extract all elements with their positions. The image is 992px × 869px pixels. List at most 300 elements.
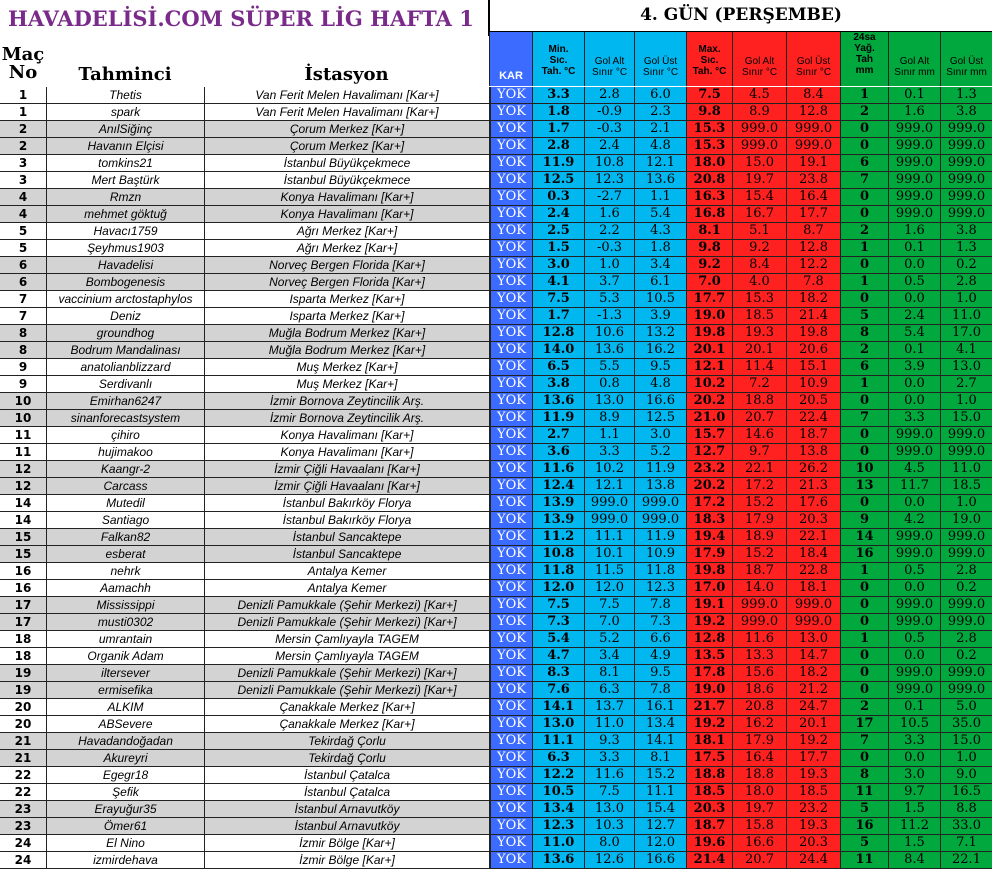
cell-max-gol-alt: 18.9 xyxy=(732,529,786,545)
cell-predictor: Havadandoğadan xyxy=(46,733,204,749)
cell-rain-gol-alt: 0.0 xyxy=(888,393,940,409)
cell-max-gol-ust: 23.2 xyxy=(786,801,840,817)
cell-min-gol-ust: 11.1 xyxy=(634,784,686,800)
cell-rain-gol-alt: 4.5 xyxy=(888,461,940,477)
cell-max-gol-alt: 999.0 xyxy=(732,614,786,630)
cell-station: İstanbul Sancaktepe xyxy=(204,546,490,562)
cell-station: Çorum Merkez [Kar+] xyxy=(204,121,490,137)
cell-match-no: 6 xyxy=(0,274,46,290)
cell-max-temp: 19.1 xyxy=(686,597,732,613)
cell-max-gol-alt: 4.0 xyxy=(732,274,786,290)
cell-min-temp: 7.6 xyxy=(532,682,584,698)
cell-rain-gol-ust: 15.0 xyxy=(940,733,992,749)
cell-predictor: anatolianblizzard xyxy=(46,359,204,375)
cell-snow: YOK xyxy=(490,104,532,120)
table-row xyxy=(0,342,992,359)
cell-max-temp: 19.0 xyxy=(686,308,732,324)
cell-snow: YOK xyxy=(490,801,532,817)
cell-max-temp: 12.1 xyxy=(686,359,732,375)
cell-match-no: 6 xyxy=(0,257,46,273)
cell-predictor: Falkan82 xyxy=(46,529,204,545)
table-row xyxy=(0,410,992,427)
cell-station: Denizli Pamukkale (Şehir Merkezi) [Kar+] xyxy=(204,665,490,681)
table-row xyxy=(0,750,992,767)
cell-predictor: Aamachh xyxy=(46,580,204,596)
cell-min-temp: 12.3 xyxy=(532,818,584,834)
cell-predictor: Havadelisi xyxy=(46,257,204,273)
cell-snow: YOK xyxy=(490,240,532,256)
col-min-gol-ust-label: Gol Üst xyxy=(643,56,678,67)
cell-max-gol-ust: 26.2 xyxy=(786,461,840,477)
cell-min-gol-ust: 16.6 xyxy=(634,852,686,868)
cell-rain-gol-ust: 22.1 xyxy=(940,852,992,868)
cell-rain-gol-ust: 8.8 xyxy=(940,801,992,817)
cell-match-no: 4 xyxy=(0,206,46,222)
cell-station: Muş Merkez [Kar+] xyxy=(204,359,490,375)
cell-min-gol-ust: 7.8 xyxy=(634,597,686,613)
cell-rain: 1 xyxy=(840,563,888,579)
cell-min-gol-alt: 8.9 xyxy=(584,410,634,426)
cell-rain-gol-alt: 0.0 xyxy=(888,291,940,307)
cell-snow: YOK xyxy=(490,376,532,392)
cell-rain: 1 xyxy=(840,631,888,647)
cell-max-temp: 7.0 xyxy=(686,274,732,290)
cell-min-temp: 2.5 xyxy=(532,223,584,239)
cell-max-gol-alt: 20.7 xyxy=(732,410,786,426)
cell-min-gol-alt: 10.8 xyxy=(584,155,634,171)
cell-max-gol-alt: 15.4 xyxy=(732,189,786,205)
cell-max-gol-ust: 19.8 xyxy=(786,325,840,341)
cell-min-gol-alt: 3.7 xyxy=(584,274,634,290)
cell-min-temp: 3.0 xyxy=(532,257,584,273)
cell-rain-gol-ust: 2.8 xyxy=(940,563,992,579)
cell-station: İzmir Bornova Zeytincilik Arş. xyxy=(204,393,490,409)
cell-max-gol-ust: 7.8 xyxy=(786,274,840,290)
cell-min-gol-alt: 10.2 xyxy=(584,461,634,477)
cell-predictor: Bombogenesis xyxy=(46,274,204,290)
cell-min-gol-alt: 11.6 xyxy=(584,767,634,783)
cell-max-temp: 19.4 xyxy=(686,529,732,545)
col-max-gol-alt xyxy=(732,32,786,86)
cell-rain-gol-alt: 2.4 xyxy=(888,308,940,324)
col-rain-gol-alt-unit: Sınır mm xyxy=(894,67,935,78)
cell-max-temp: 21.7 xyxy=(686,699,732,715)
cell-rain-gol-ust: 3.8 xyxy=(940,223,992,239)
cell-max-gol-alt: 8.9 xyxy=(732,104,786,120)
table-row xyxy=(0,835,992,852)
cell-station: Çanakkale Merkez [Kar+] xyxy=(204,699,490,715)
cell-min-gol-alt: 7.5 xyxy=(584,597,634,613)
cell-match-no: 18 xyxy=(14,649,32,663)
cell-min-temp: 4.7 xyxy=(532,648,584,664)
cell-min-temp: 13.9 xyxy=(532,512,584,528)
cell-rain: 0 xyxy=(840,291,888,307)
table-row xyxy=(0,648,992,665)
cell-station: Antalya Kemer xyxy=(204,563,490,579)
cell-min-gol-alt: 8.0 xyxy=(584,835,634,851)
cell-max-gol-ust: 18.7 xyxy=(786,427,840,443)
cell-rain: 0 xyxy=(840,444,888,460)
cell-rain-gol-ust: 15.0 xyxy=(940,410,992,426)
cell-predictor: ermisefika xyxy=(46,682,204,698)
cell-rain-gol-ust: 999.0 xyxy=(940,614,992,630)
cell-max-gol-alt: 18.8 xyxy=(732,767,786,783)
cell-snow: YOK xyxy=(490,478,532,494)
cell-snow: YOK xyxy=(490,835,532,851)
cell-min-gol-ust: 6.6 xyxy=(634,631,686,647)
cell-min-gol-ust: 4.8 xyxy=(634,376,686,392)
cell-max-temp: 17.7 xyxy=(686,291,732,307)
cell-min-gol-alt: 2.2 xyxy=(584,223,634,239)
cell-snow: YOK xyxy=(490,631,532,647)
cell-max-temp: 18.5 xyxy=(686,784,732,800)
cell-min-gol-alt: 10.6 xyxy=(584,325,634,341)
cell-min-temp: 3.6 xyxy=(532,444,584,460)
cell-rain-gol-ust: 9.0 xyxy=(940,767,992,783)
cell-max-gol-alt: 22.1 xyxy=(732,461,786,477)
cell-rain-gol-alt: 999.0 xyxy=(888,597,940,613)
cell-min-gol-ust: 4.3 xyxy=(634,223,686,239)
cell-predictor: iltersever xyxy=(46,665,204,681)
cell-station: İstanbul Arnavutköy xyxy=(204,801,490,817)
cell-max-gol-alt: 18.8 xyxy=(732,393,786,409)
cell-snow: YOK xyxy=(490,172,532,188)
cell-rain: 2 xyxy=(840,699,888,715)
cell-max-gol-ust: 20.6 xyxy=(786,342,840,358)
cell-min-temp: 1.8 xyxy=(532,104,584,120)
table-row xyxy=(0,121,992,138)
cell-snow: YOK xyxy=(490,325,532,341)
cell-max-temp: 17.9 xyxy=(686,546,732,562)
col-rain-gol-alt xyxy=(888,32,940,86)
cell-snow: YOK xyxy=(490,223,532,239)
col-min-gol-ust-unit: Sınır °C xyxy=(642,67,679,78)
cell-station: İstanbul Büyükçekmece xyxy=(204,155,490,171)
cell-min-gol-alt: 10.3 xyxy=(584,818,634,834)
cell-max-gol-ust: 20.3 xyxy=(786,835,840,851)
cell-max-gol-alt: 20.7 xyxy=(732,852,786,868)
cell-match-no: 17 xyxy=(0,597,46,613)
cell-rain-gol-alt: 10.5 xyxy=(888,716,940,732)
cell-rain-gol-ust: 35.0 xyxy=(940,716,992,732)
col-rain-2: Yağ. xyxy=(854,43,875,54)
cell-max-temp: 21.4 xyxy=(686,852,732,868)
cell-snow: YOK xyxy=(490,580,532,596)
cell-min-gol-alt: 2.8 xyxy=(584,87,634,103)
cell-min-gol-ust: 999.0 xyxy=(634,495,686,511)
cell-min-gol-ust: 12.3 xyxy=(634,580,686,596)
table-row xyxy=(0,852,992,869)
cell-max-gol-ust: 18.2 xyxy=(786,665,840,681)
table-row xyxy=(0,359,992,376)
cell-station: İzmir Bölge [Kar+] xyxy=(204,852,490,868)
cell-max-gol-ust: 17.7 xyxy=(786,750,840,766)
cell-snow: YOK xyxy=(490,716,532,732)
cell-rain-gol-alt: 0.0 xyxy=(888,648,940,664)
cell-min-temp: 13.6 xyxy=(532,393,584,409)
cell-max-temp: 9.2 xyxy=(686,257,732,273)
cell-rain-gol-ust: 1.3 xyxy=(940,240,992,256)
cell-station: Norveç Bergen Florida [Kar+] xyxy=(204,257,490,273)
cell-max-gol-ust: 21.4 xyxy=(786,308,840,324)
cell-rain-gol-ust: 11.0 xyxy=(940,308,992,324)
cell-rain: 2 xyxy=(840,223,888,239)
cell-max-temp: 15.3 xyxy=(686,121,732,137)
cell-min-gol-ust: 11.9 xyxy=(634,529,686,545)
cell-max-gol-ust: 21.3 xyxy=(786,478,840,494)
cell-rain: 7 xyxy=(840,733,888,749)
cell-rain-gol-alt: 999.0 xyxy=(888,427,940,443)
cell-max-gol-alt: 9.2 xyxy=(732,240,786,256)
cell-max-temp: 18.1 xyxy=(686,733,732,749)
cell-rain: 0 xyxy=(840,648,888,664)
cell-rain: 1 xyxy=(840,87,888,103)
cell-rain-gol-alt: 999.0 xyxy=(888,138,940,154)
cell-max-gol-alt: 16.2 xyxy=(732,716,786,732)
table-row xyxy=(0,325,992,342)
cell-rain-gol-ust: 1.3 xyxy=(940,87,992,103)
table-row xyxy=(0,801,992,818)
cell-snow: YOK xyxy=(490,444,532,460)
cell-match-no: 21 xyxy=(0,733,46,749)
cell-max-gol-alt: 15.0 xyxy=(732,155,786,171)
cell-min-gol-ust: 3.9 xyxy=(634,308,686,324)
cell-min-gol-ust: 3.4 xyxy=(634,257,686,273)
table-row xyxy=(0,597,992,614)
cell-rain-gol-alt: 0.1 xyxy=(888,342,940,358)
table-row xyxy=(0,529,992,546)
cell-min-gol-ust: 9.5 xyxy=(634,665,686,681)
cell-max-gol-ust: 12.2 xyxy=(786,257,840,273)
cell-min-gol-alt: -0.9 xyxy=(584,104,634,120)
cell-min-gol-ust: 1.8 xyxy=(634,240,686,256)
cell-min-temp: 2.7 xyxy=(532,427,584,443)
cell-min-gol-ust: 12.0 xyxy=(634,835,686,851)
cell-max-temp: 17.2 xyxy=(686,495,732,511)
cell-snow: YOK xyxy=(490,750,532,766)
cell-snow: YOK xyxy=(490,138,532,154)
cell-max-temp: 19.0 xyxy=(686,682,732,698)
cell-rain-gol-alt: 999.0 xyxy=(888,682,940,698)
col-min-gol-alt-label: Gol Alt xyxy=(594,56,625,67)
cell-predictor: Şeyhmus1903 xyxy=(46,240,204,256)
cell-rain: 0 xyxy=(840,121,888,137)
cell-rain: 0 xyxy=(840,393,888,409)
cell-rain-gol-ust: 999.0 xyxy=(940,121,992,137)
cell-snow: YOK xyxy=(490,563,532,579)
cell-match-no: 15 xyxy=(0,546,46,562)
cell-rain-gol-alt: 0.5 xyxy=(888,274,940,290)
cell-predictor: Carcass xyxy=(46,478,204,494)
cell-snow: YOK xyxy=(490,597,532,613)
cell-max-temp: 18.7 xyxy=(686,818,732,834)
col-min-gol-ust xyxy=(634,32,686,86)
table-row xyxy=(0,206,992,223)
page-title: HAVADELİSİ.COM SÜPER LİG HAFTA 1 xyxy=(0,0,490,36)
cell-match-no: 2 xyxy=(0,138,46,154)
cell-rain-gol-alt: 999.0 xyxy=(888,121,940,137)
cell-min-temp: 1.5 xyxy=(532,240,584,256)
cell-rain-gol-ust: 1.0 xyxy=(940,291,992,307)
cell-snow: YOK xyxy=(490,512,532,528)
table-row xyxy=(0,104,992,121)
cell-max-temp: 19.6 xyxy=(686,835,732,851)
cell-min-gol-ust: 10.9 xyxy=(634,546,686,562)
cell-station: Ağrı Merkez [Kar+] xyxy=(204,240,490,256)
cell-match-no: 18 xyxy=(14,632,32,646)
cell-max-temp: 20.2 xyxy=(686,393,732,409)
cell-rain-gol-alt: 1.5 xyxy=(888,835,940,851)
cell-min-gol-alt: 5.5 xyxy=(584,359,634,375)
cell-max-gol-alt: 11.4 xyxy=(732,359,786,375)
cell-min-gol-ust: 6.1 xyxy=(634,274,686,290)
cell-predictor: AnılSiğinç xyxy=(46,121,204,137)
cell-min-temp: 12.8 xyxy=(532,325,584,341)
cell-match-no: 24 xyxy=(14,853,32,867)
cell-match-no: 20 xyxy=(14,717,32,731)
cell-rain: 16 xyxy=(840,546,888,562)
col-istasyon: İstasyon xyxy=(204,32,490,86)
col-rain-gol-alt-label: Gol Alt xyxy=(899,56,930,67)
cell-station: Isparta Merkez [Kar+] xyxy=(204,308,490,324)
cell-rain: 0 xyxy=(840,750,888,766)
cell-max-temp: 19.2 xyxy=(686,614,732,630)
cell-predictor: Thetis xyxy=(46,87,204,103)
cell-max-gol-ust: 22.8 xyxy=(786,563,840,579)
cell-rain-gol-alt: 0.5 xyxy=(888,563,940,579)
cell-min-temp: 4.1 xyxy=(532,274,584,290)
cell-predictor: umrantain xyxy=(46,631,204,647)
cell-match-no: 15 xyxy=(0,529,46,545)
cell-rain-gol-ust: 17.0 xyxy=(940,325,992,341)
cell-min-gol-ust: 11.9 xyxy=(634,461,686,477)
cell-min-gol-ust: 12.1 xyxy=(634,155,686,171)
cell-snow: YOK xyxy=(490,206,532,222)
cell-predictor: Kaangr-2 xyxy=(46,461,204,477)
cell-snow: YOK xyxy=(490,274,532,290)
cell-max-gol-alt: 15.3 xyxy=(732,291,786,307)
cell-snow: YOK xyxy=(490,648,532,664)
cell-min-gol-alt: 7.0 xyxy=(584,614,634,630)
cell-snow: YOK xyxy=(490,393,532,409)
cell-predictor: Ömer61 xyxy=(46,818,204,834)
cell-max-gol-ust: 19.2 xyxy=(786,733,840,749)
cell-rain-gol-alt: 999.0 xyxy=(888,172,940,188)
table-row xyxy=(0,427,992,444)
cell-min-temp: 3.3 xyxy=(532,87,584,103)
cell-station: Muş Merkez [Kar+] xyxy=(204,376,490,392)
cell-rain-gol-alt: 999.0 xyxy=(888,155,940,171)
cell-min-gol-ust: 4.9 xyxy=(634,648,686,664)
cell-rain: 8 xyxy=(840,325,888,341)
cell-rain-gol-ust: 1.0 xyxy=(940,495,992,511)
cell-predictor: hujimakoo xyxy=(46,444,204,460)
cell-predictor: Emirhan6247 xyxy=(46,393,204,409)
cell-rain: 0 xyxy=(840,189,888,205)
cell-min-temp: 11.6 xyxy=(532,461,584,477)
cell-min-temp: 12.2 xyxy=(532,767,584,783)
cell-rain: 14 xyxy=(840,529,888,545)
col-rain-1: 24sa xyxy=(853,32,876,43)
cell-min-gol-ust: 7.8 xyxy=(634,682,686,698)
cell-max-gol-ust: 18.2 xyxy=(786,291,840,307)
cell-predictor: tomkins21 xyxy=(46,155,204,171)
cell-rain-gol-ust: 999.0 xyxy=(940,206,992,222)
cell-rain: 6 xyxy=(840,155,888,171)
cell-predictor: çihiro xyxy=(46,427,204,443)
cell-min-temp: 1.7 xyxy=(532,121,584,137)
cell-predictor: El Nino xyxy=(46,835,204,851)
cell-max-gol-ust: 24.4 xyxy=(786,852,840,868)
cell-min-gol-alt: 11.5 xyxy=(584,563,634,579)
cell-max-temp: 9.8 xyxy=(686,240,732,256)
cell-min-gol-ust: 2.1 xyxy=(634,121,686,137)
cell-max-gol-ust: 14.7 xyxy=(786,648,840,664)
cell-min-temp: 7.5 xyxy=(532,597,584,613)
cell-predictor: spark xyxy=(46,104,204,120)
col-min-gol-alt-unit: Sınır °C xyxy=(591,67,628,78)
col-rain-gol-ust xyxy=(940,32,992,86)
cell-match-no: 3 xyxy=(18,156,28,170)
cell-rain: 1 xyxy=(840,274,888,290)
cell-rain-gol-ust: 999.0 xyxy=(940,682,992,698)
cell-match-no: 7 xyxy=(18,309,28,323)
cell-max-gol-alt: 18.5 xyxy=(732,308,786,324)
cell-snow: YOK xyxy=(490,121,532,137)
cell-station: İstanbul Çatalca xyxy=(204,767,490,783)
cell-station: Mersin Çamlıyayla TAGEM xyxy=(204,648,490,664)
table-row xyxy=(0,274,992,291)
cell-rain-gol-ust: 999.0 xyxy=(940,597,992,613)
cell-rain-gol-alt: 999.0 xyxy=(888,444,940,460)
cell-rain: 7 xyxy=(840,410,888,426)
cell-rain: 16 xyxy=(840,818,888,834)
cell-rain-gol-ust: 5.0 xyxy=(940,699,992,715)
col-tahminci: Tahminci xyxy=(78,64,172,85)
cell-match-no: 22 xyxy=(14,768,32,782)
cell-station: İzmir Bölge [Kar+] xyxy=(204,835,490,851)
cell-snow: YOK xyxy=(490,529,532,545)
cell-min-gol-ust: 16.6 xyxy=(634,393,686,409)
col-max-temp xyxy=(686,32,732,86)
cell-min-temp: 8.3 xyxy=(532,665,584,681)
cell-min-gol-ust: 16.1 xyxy=(634,699,686,715)
cell-min-gol-ust: 13.4 xyxy=(634,716,686,732)
cell-rain: 0 xyxy=(840,495,888,511)
cell-min-gol-alt: 1.6 xyxy=(584,206,634,222)
cell-max-gol-ust: 13.8 xyxy=(786,444,840,460)
cell-min-temp: 1.7 xyxy=(532,308,584,324)
cell-min-temp: 3.8 xyxy=(532,376,584,392)
cell-max-gol-ust: 12.8 xyxy=(786,240,840,256)
cell-min-temp: 12.0 xyxy=(532,580,584,596)
cell-match-no: 8 xyxy=(0,342,46,358)
cell-match-no: 3 xyxy=(18,173,28,187)
table-row xyxy=(0,291,992,308)
cell-max-gol-ust: 999.0 xyxy=(786,138,840,154)
cell-match-no: 8 xyxy=(0,325,46,341)
cell-min-temp: 2.4 xyxy=(532,206,584,222)
cell-max-gol-alt: 15.8 xyxy=(732,818,786,834)
cell-snow: YOK xyxy=(490,546,532,562)
cell-rain: 0 xyxy=(840,682,888,698)
cell-max-gol-alt: 18.6 xyxy=(732,682,786,698)
cell-rain-gol-alt: 11.7 xyxy=(888,478,940,494)
cell-max-gol-alt: 19.3 xyxy=(732,325,786,341)
cell-predictor: ALKIM xyxy=(46,699,204,715)
cell-max-gol-ust: 22.4 xyxy=(786,410,840,426)
cell-max-temp: 23.2 xyxy=(686,461,732,477)
